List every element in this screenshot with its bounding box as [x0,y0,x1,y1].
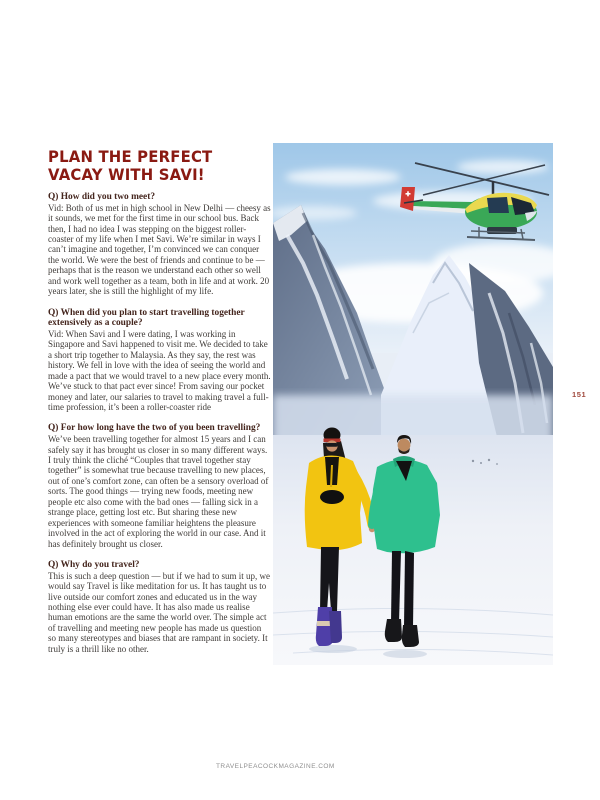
qa-block-how-long-travelling [48,423,271,549]
answer-text: We’ve been travelling together for almost 15 years and I can safely say it has brought us closer in so many different ways. I truly think the cliché “Couples that travel together stay together” is somewhat true because travelling to new places, out of one’s comfort zone, can often be a sensory overload of sorts. The good things — trying new foods, meeting new people etc also come with the bad ones — falling sick in a strange place, getting lost etc. But sharing these new experiences with someone familiar heightens the pleasure involved in the act of exploring the world in our case. And it has definitely brought us closer. [48,434,269,549]
headline-line-1: PLAN THE PERFECT [48,147,213,166]
qa-block-why-travel [48,560,271,654]
article-column [48,148,271,665]
couple-snow-mountain-photo [273,143,553,665]
answer-text: This is such a deep question — but if we had to sum it up, we would say Travel is like meditation for us. It has taught us to live outside our comfort zones and educated us in the way nothing else ever could have. It has also made us realise human emotions are the same the world over. The simple act of travelling and meeting new people has made us question so many stereotypes and biases that are rampant in society. It truly is a thrill like no other. [48,570,270,654]
photo-illustration [273,143,553,665]
question-text: Q) How did you two meet? [48,192,156,202]
question-text: Q) When did you plan to start travelling together extensively as a couple? [48,307,245,329]
footer-magazine-url: TRAVELPEACOCKMAGAZINE.COM [216,763,335,770]
answer-text: Vid: When Savi and I were dating, I was working in Singapore and Savi happened to visit me. We decided to take a short trip together to Malaysia. As they say, the rest was history. We fell in love with the idea of seeing the world and made a pact that we would travel to a new place every month. We’ve stuck to that pact ever since! From saving our pocket money and later, our salaries to travel to making travel a full-time profession, it’s been a roller-coaster ride [48,328,271,413]
page-number: 151 [572,390,587,399]
shadow [383,650,427,658]
question-text: Q) Why do you travel? [48,560,140,571]
qa-block-when-start-travelling [48,308,271,413]
question-text: Q) For how long have the two of you been travelling? [48,423,261,434]
shadow [309,645,357,653]
headline-line-2: VACAY WITH SAVI! [48,164,205,184]
qa-block-how-did-you-meet [48,192,271,297]
article-headline [48,148,255,183]
answer-text: Vid: Both of us met in high school in New Delhi — cheesy as it sounds, we met for the first time in our school bus. Back then, I had no idea I was stepping on the biggest roller-coaster of my life when I met Savi. We’re similar in ways I can’t imagine and together, I’m convinced we can conquer the world. We were the best of friends and continue to be — perhaps that is the reason we understand each other so well and work well together as a team, both in life and at work. 20 years later, she is still the highlight of my life. [48,202,271,297]
